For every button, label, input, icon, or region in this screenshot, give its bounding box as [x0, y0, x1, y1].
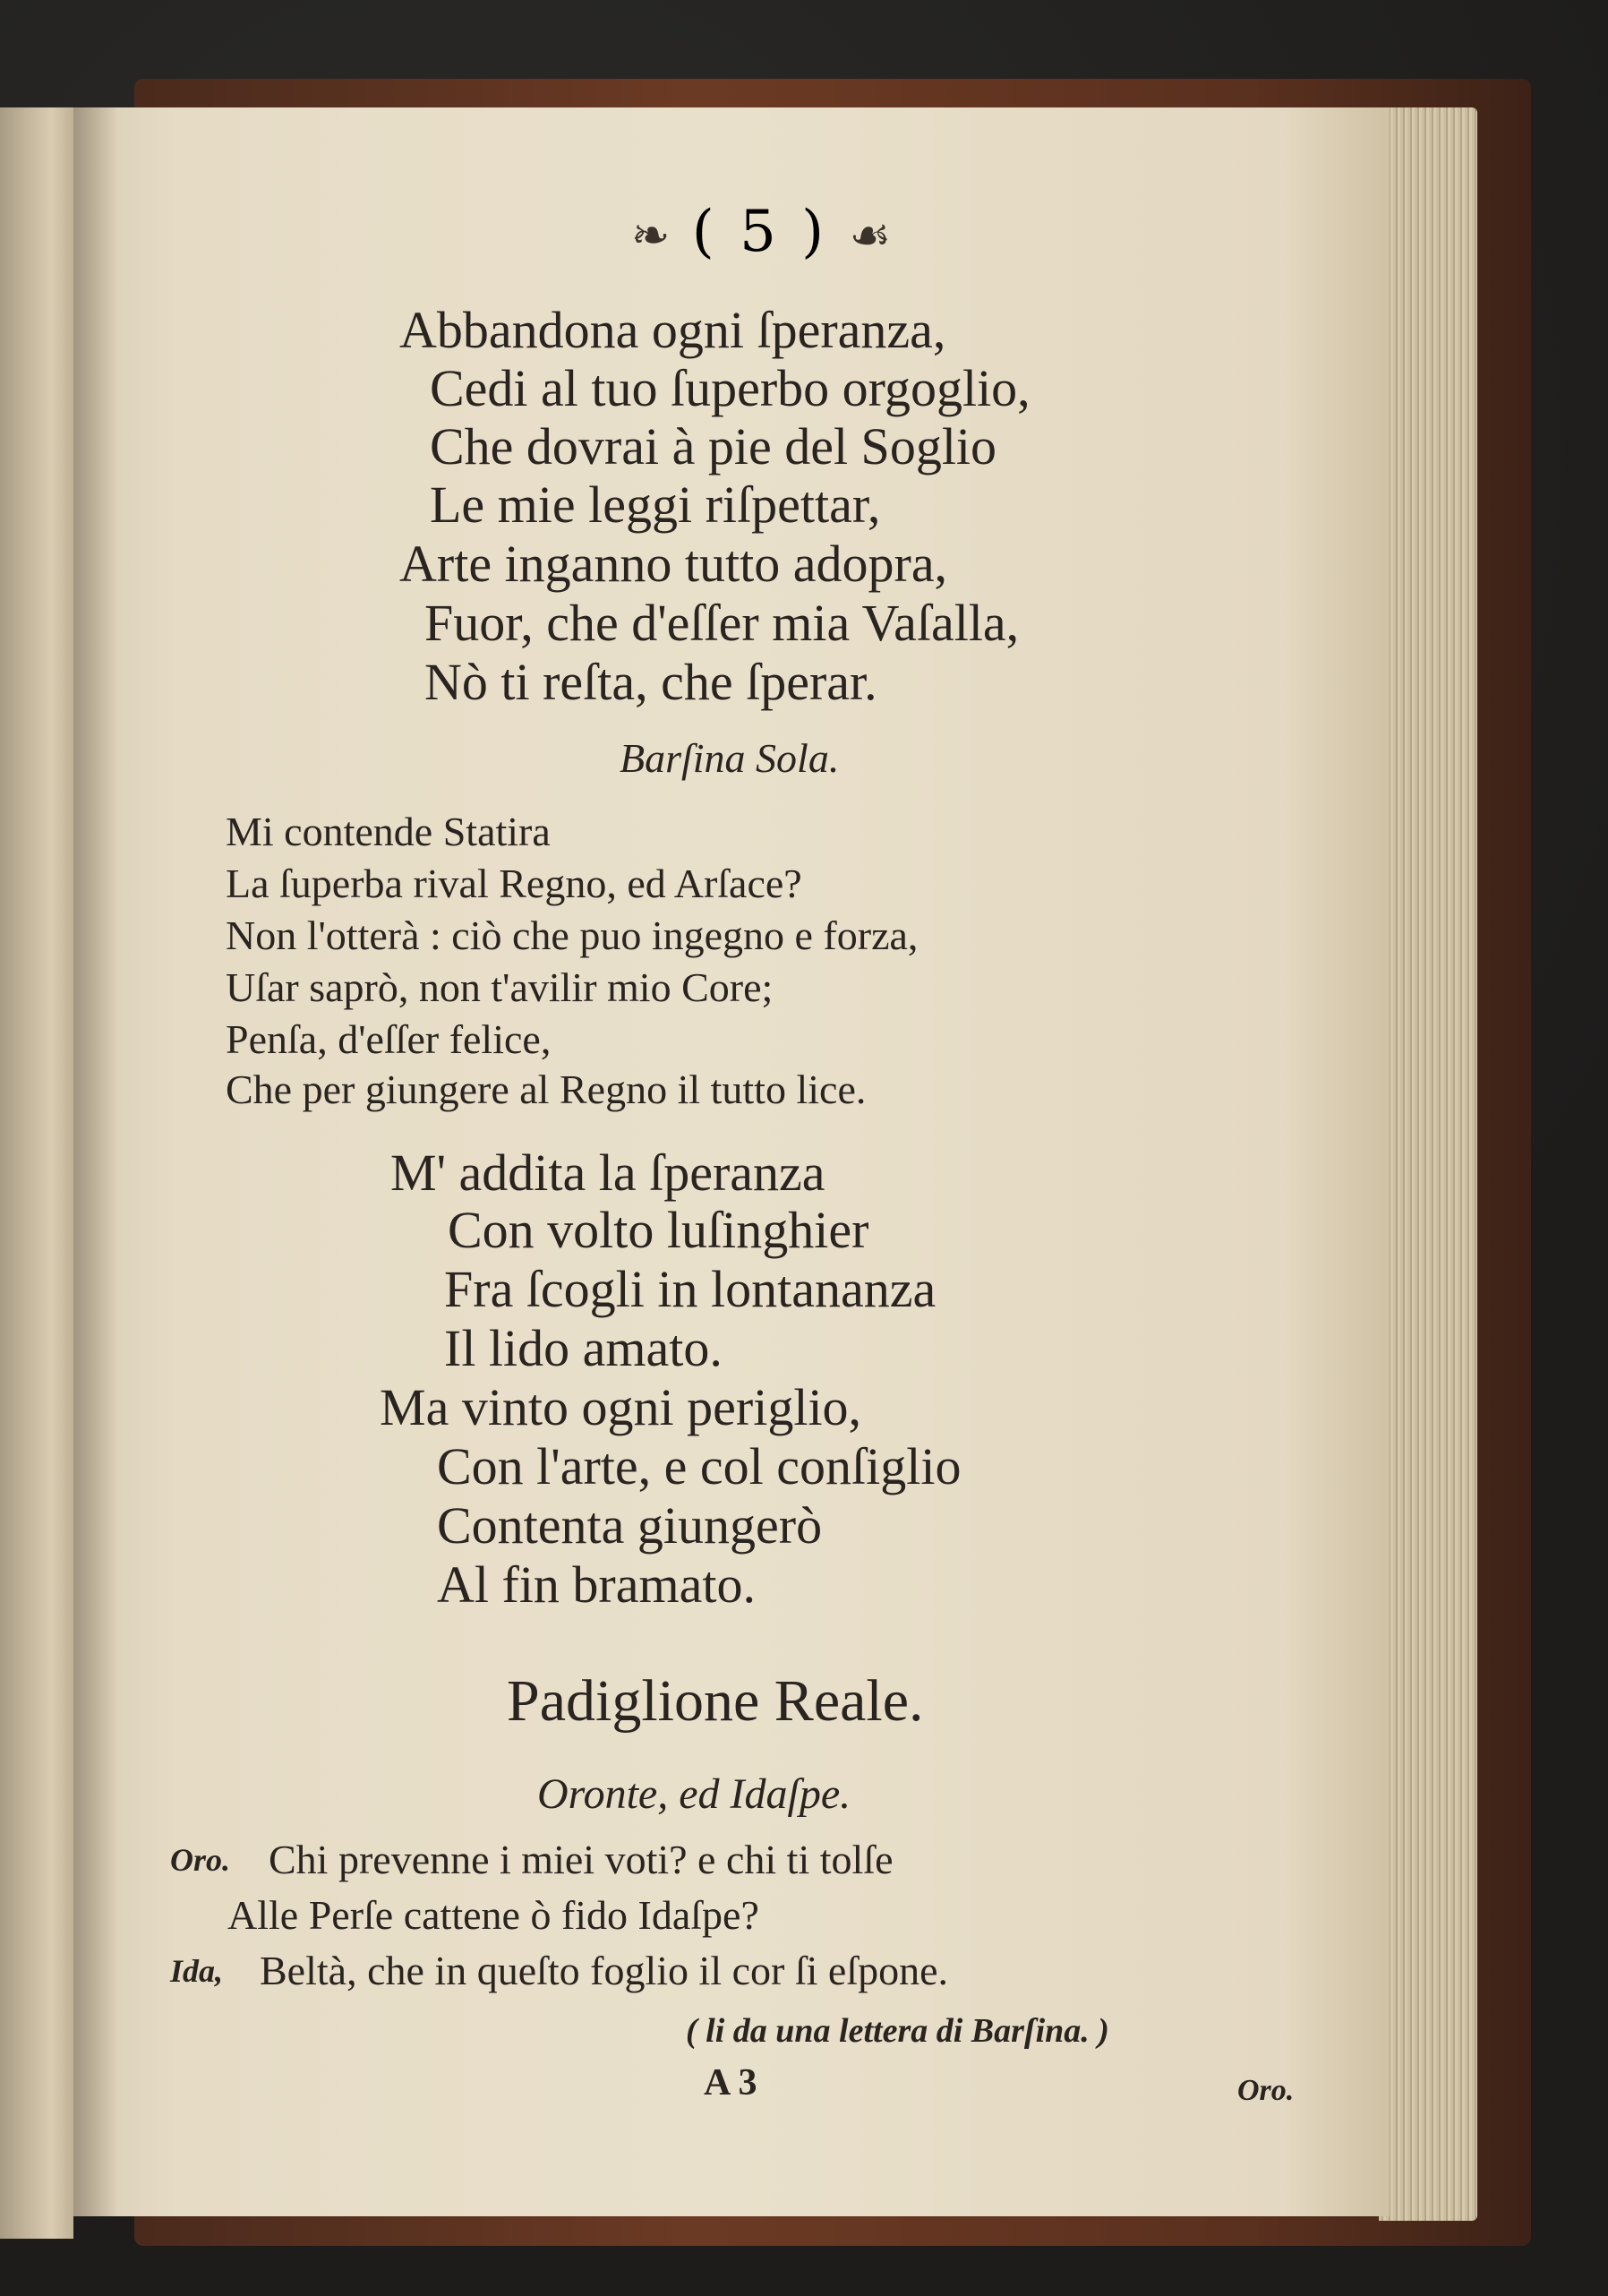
aria1-line: Fuor, che d'eſſer mia Vaſalla, — [424, 594, 1020, 652]
aria1-line: Che dovrai à pie del Soglio — [430, 417, 997, 475]
left-page-edge — [0, 107, 73, 2239]
recitative-line: Uſar saprò, non t'avilir mio Core; — [226, 964, 774, 1010]
dialogue-line: Alle Perſe cattene ò fido Idaſpe? — [227, 1892, 759, 1938]
page-stack-edge — [1379, 107, 1477, 2221]
aria2-line: Con l'arte, e col conſiglio — [437, 1437, 962, 1495]
dialogue-line: Chi prevenne i miei voti? e chi ti tolſe — [269, 1837, 894, 1882]
recitative-line: La ſuperba rival Regno, ed Arſace? — [226, 861, 802, 906]
aria1-line: Arte inganno tutto adopra, — [399, 535, 948, 593]
signature-mark: A 3 — [704, 2062, 757, 2103]
scene-heading: Barſina Sola. — [620, 735, 840, 781]
aria2-line: Contenta giungerò — [437, 1496, 823, 1555]
stage-direction: ( li da una lettera di Barſina. ) — [686, 2012, 1109, 2050]
set-heading: Padiglione Reale. — [507, 1668, 924, 1734]
characters-heading: Oronte, ed Idaſpe. — [537, 1770, 851, 1818]
speaker-name: Oro. — [170, 1842, 231, 1878]
page-header — [0, 199, 1522, 265]
catchword: Oro. — [1237, 2074, 1295, 2107]
recitative-line: Mi contende Statira — [226, 809, 551, 854]
aria2-line: Con volto luſinghier — [448, 1201, 869, 1259]
ornament-right-icon: ☙ — [849, 209, 892, 263]
recitative-line: Penſa, d'eſſer felice, — [226, 1016, 552, 1062]
aria1-line: Cedi al tuo ſuperbo orgoglio, — [430, 359, 1031, 417]
ornament-left-icon: ❧ — [630, 209, 671, 263]
aria1-line: Le mie leggi riſpettar, — [430, 475, 881, 534]
aria2-line: Fra ſcogli in lontananza — [444, 1260, 937, 1318]
aria2-line: Al fin bramato. — [437, 1555, 756, 1614]
aria2-line: M' addita la ſperanza — [390, 1144, 825, 1202]
aria1-line: Nò ti reſta, che ſperar. — [424, 653, 877, 711]
aria2-line: Il lido amato. — [444, 1319, 723, 1377]
gutter-shadow — [73, 107, 118, 2216]
recitative-line: Che per giungere al Regno il tutto lice. — [226, 1067, 867, 1112]
aria2-line: Ma vinto ogni periglio, — [380, 1378, 862, 1436]
dialogue-line: Beltà, che in queſto foglio il cor ſi eſpone. — [260, 1948, 949, 1993]
page-number: ( 5 ) — [691, 199, 828, 265]
aria1-line: Abbandona ogni ſperanza, — [399, 301, 946, 359]
speaker-name: Ida, — [170, 1953, 224, 1989]
recitative-line: Non l'otterà : ciò che puo ingegno e forza, — [226, 912, 919, 958]
